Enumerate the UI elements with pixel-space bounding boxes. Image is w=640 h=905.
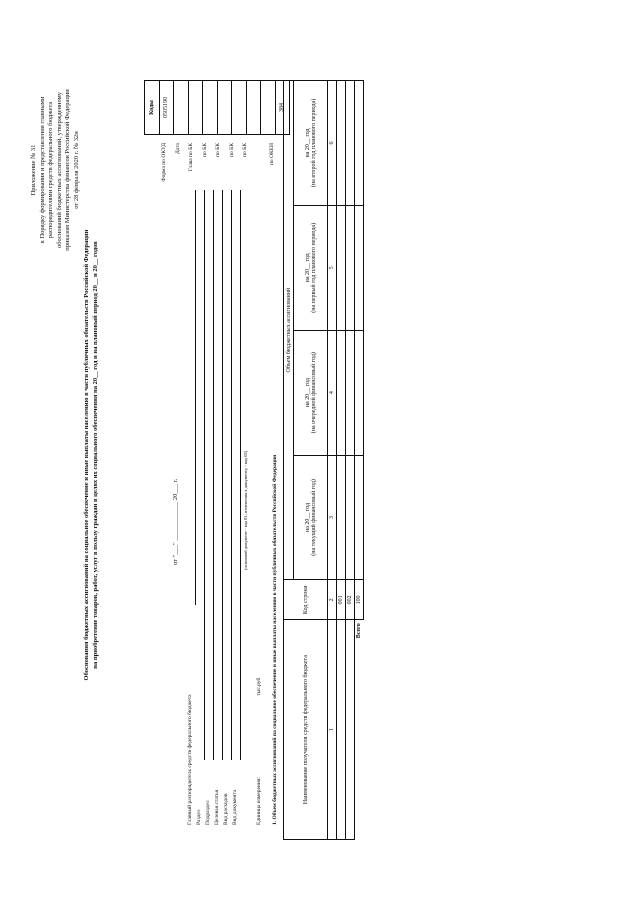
year-note: (на очередной финансовый год) xyxy=(310,352,317,434)
header-year-next xyxy=(294,330,328,455)
field-label-target-article: Целевая статья xyxy=(214,789,220,825)
appendix-line: обоснований бюджетных ассигнований, утвержденному xyxy=(55,92,63,248)
field-line-section xyxy=(204,190,205,760)
total-code-cell: 100 xyxy=(355,580,364,620)
blank-code-cell xyxy=(261,81,276,135)
field-line-document-type xyxy=(240,190,241,760)
field-label-section: Раздел xyxy=(196,809,202,825)
total-value-cell[interactable] xyxy=(355,205,364,330)
code-label: по БК xyxy=(242,143,248,157)
field-line-target-article xyxy=(222,190,223,760)
bk-code-cell xyxy=(203,81,218,135)
total-label: Всего xyxy=(355,620,364,840)
year-note: (на первый год планового периода) xyxy=(310,222,317,313)
chapter-code-cell xyxy=(188,81,203,135)
year-label: на 20__ год xyxy=(304,378,311,408)
value-cell[interactable] xyxy=(346,81,355,206)
total-value-cell[interactable] xyxy=(355,81,364,206)
year-label: на 20__ год xyxy=(304,128,311,158)
title-line-2: на приобретение товаров, работ, услуг в пользу граждан в целях их социального обеспечения на 20__ год и на плановый период 20__ и 20__ годов xyxy=(92,241,99,669)
value-cell[interactable] xyxy=(337,81,346,206)
table-row xyxy=(337,81,346,840)
date-line: от "___" ____________ 20___ г. xyxy=(172,478,179,565)
bk-code-cell xyxy=(246,81,261,135)
value-cell[interactable] xyxy=(346,205,355,330)
year-note: (на второй год планового периода) xyxy=(310,98,317,188)
value-cell[interactable] xyxy=(337,455,346,580)
codes-labels xyxy=(158,143,280,215)
code-label: по БК xyxy=(201,143,208,157)
codes-header: Коды xyxy=(145,81,160,135)
unit-label: Единица измерения: xyxy=(256,777,262,825)
table-row xyxy=(346,81,355,840)
document-type-caption: (основной документ - код 01; изменения к документу - код 02) xyxy=(243,450,248,570)
appendix-line: к Порядку формирования и представления главными xyxy=(38,96,46,244)
column-number: 6 xyxy=(328,81,337,206)
appendix-header xyxy=(30,55,81,285)
value-cell[interactable] xyxy=(337,330,346,455)
year-label: на 20__ год xyxy=(304,253,311,283)
appendix-line: Приложение № 31 xyxy=(30,144,37,196)
header-year-plan-2 xyxy=(294,81,328,206)
document-title xyxy=(82,95,100,815)
code-label: Дата xyxy=(174,143,181,154)
line-code-cell: 001 xyxy=(337,580,346,620)
year-note: (на текущий финансовый год) xyxy=(310,479,317,556)
line-code-cell: 002 xyxy=(346,580,355,620)
header-recipient-name: Наименование получателя средств федерального бюджета xyxy=(284,620,328,840)
recipient-cell[interactable] xyxy=(346,620,355,840)
title-line-1: Обоснования бюджетных ассигнований на социальное обеспечение и иные выплаты населению в части публичных обязательств Российской Федерации xyxy=(83,229,90,681)
bk-code-cell xyxy=(217,81,232,135)
total-row xyxy=(355,81,364,840)
field-label-expense-type: Вид расходов xyxy=(223,793,229,825)
appendix-line: от 28 февраля 2020 г. № 32н xyxy=(72,131,80,209)
column-number: 5 xyxy=(328,205,337,330)
unit-value: тыс.руб xyxy=(256,677,262,696)
field-line-expense-type xyxy=(231,190,232,760)
code-label: Форма по ОКУД xyxy=(161,143,167,182)
code-label: Глава по БК xyxy=(188,143,194,172)
bk-code-cell xyxy=(232,81,247,135)
code-label xyxy=(253,143,267,215)
column-number: 3 xyxy=(328,455,337,580)
code-label: по БК xyxy=(215,143,221,157)
okud-code-cell: 0505190 xyxy=(159,81,174,135)
value-cell[interactable] xyxy=(346,455,355,580)
header-year-current xyxy=(294,455,328,580)
field-line-main-manager xyxy=(195,190,196,605)
header-year-plan-1 xyxy=(294,205,328,330)
appendix-line: распорядителями средств федерального бюджета xyxy=(47,101,54,239)
value-cell[interactable] xyxy=(346,330,355,455)
okei-code-cell: 384 xyxy=(275,81,290,135)
field-label-subsection: Подраздел xyxy=(205,800,211,825)
column-number: 2 xyxy=(328,580,337,620)
main-table xyxy=(283,80,364,840)
recipient-cell[interactable] xyxy=(337,620,346,840)
value-cell[interactable] xyxy=(337,205,346,330)
field-label-document-type: Вид документа xyxy=(232,789,238,825)
appendix-line: приказом Министерства финансов Российской Федерации xyxy=(64,89,71,251)
section-title: 1. Объем бюджетных ассигнований на социальное обеспечение и иные выплаты населению в части публичных обязательств Российской Федерации xyxy=(272,454,278,825)
codes-table xyxy=(144,80,290,135)
column-number: 1 xyxy=(328,620,337,840)
column-numbers-row xyxy=(328,81,337,840)
field-label-main-manager: Главный распорядитель средств федерального бюджета xyxy=(187,694,193,825)
year-label: на 20__ год xyxy=(304,502,311,532)
column-number: 4 xyxy=(328,330,337,455)
total-value-cell[interactable] xyxy=(355,330,364,455)
unit-row xyxy=(256,678,262,825)
field-line-subsection xyxy=(213,190,214,760)
header-allocations: Объем бюджетных ассигнований xyxy=(284,81,294,580)
code-label: по БК xyxy=(228,143,235,157)
code-label: по ОКЕИ xyxy=(269,143,275,166)
total-value-cell[interactable] xyxy=(355,455,364,580)
date-code-cell xyxy=(174,81,189,135)
header-line-code: Код строки xyxy=(284,580,328,620)
